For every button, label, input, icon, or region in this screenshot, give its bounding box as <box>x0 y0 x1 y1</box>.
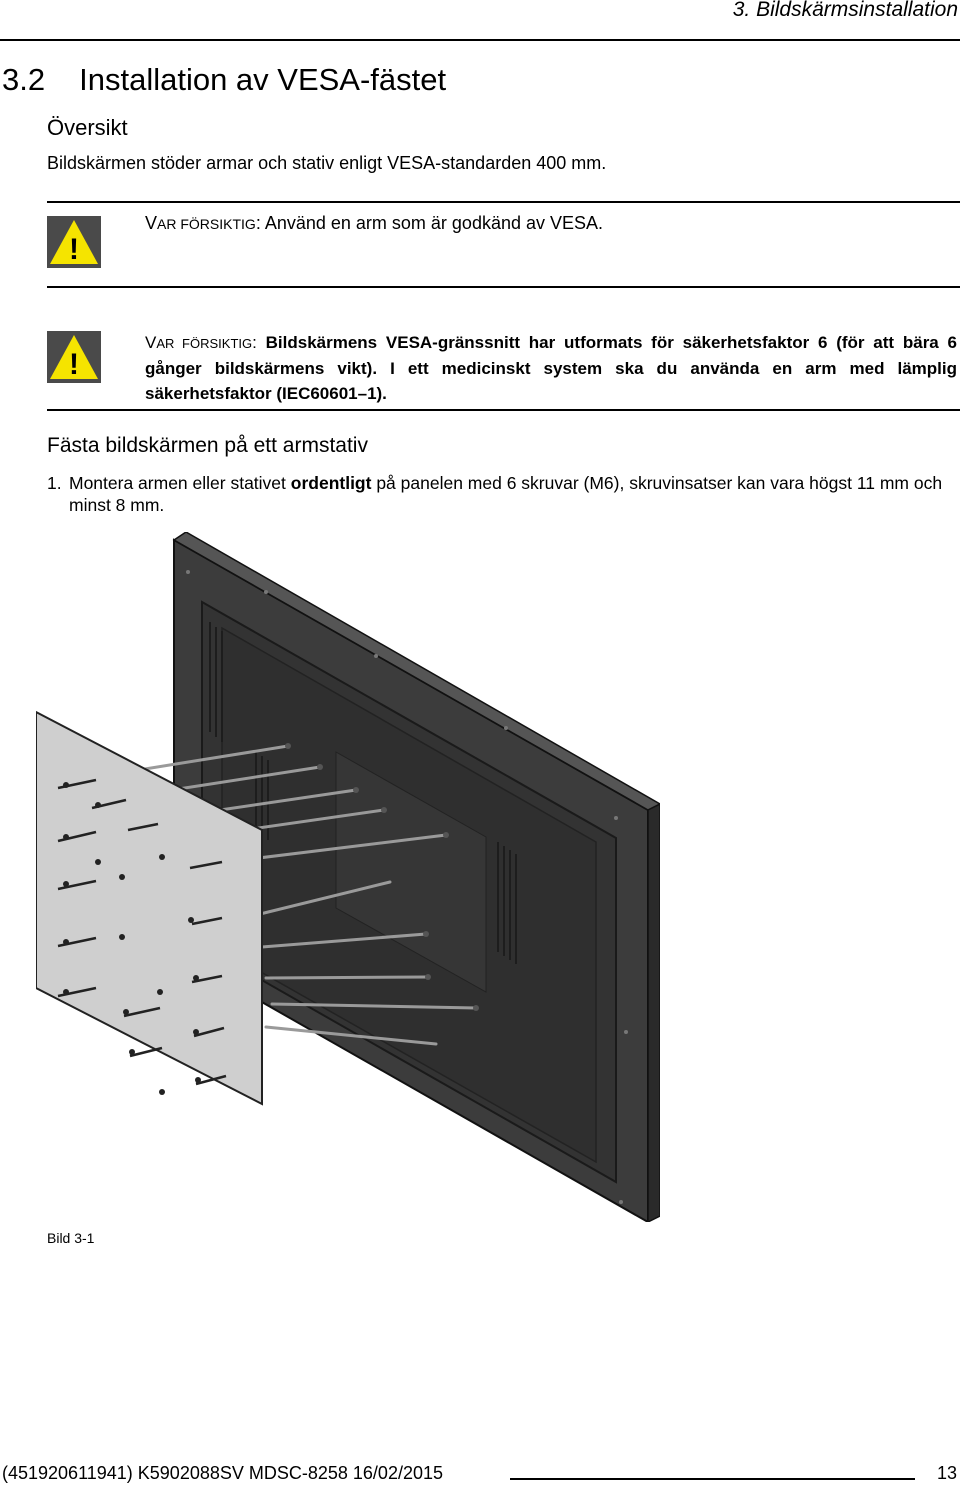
caution2-bottom-rule <box>47 409 960 411</box>
step-1 <box>47 472 959 516</box>
caution2-label: VAR FÖRSIKTIG: <box>145 333 257 352</box>
caution1-top-rule <box>47 201 960 203</box>
section-title-text: Installation av VESA-fästet <box>79 62 447 97</box>
chapter-header: 3. Bildskärmsinstallation <box>732 0 958 21</box>
caution2-body: Bildskärmens VESA-gränssnitt har utformats för säkerhetsfaktor 6 (för att bära 6 gånger bildskärmens vikt). I ett medicinskt system ska du använda en arm med lämplig säkerhetsfaktor (IEC60601–1). <box>145 333 957 403</box>
procedure-heading: Fästa bildskärmen på ett armstativ <box>47 434 368 457</box>
section-number: 3.2 <box>2 62 46 97</box>
step-text: Montera armen eller stativet ordentligt på panelen med 6 skruvar (M6), skruvinsatser kan vara högst 11 mm och minst 8 mm. <box>69 473 943 515</box>
caution1-label: VAR FÖRSIKTIG: <box>145 213 261 233</box>
footer-rule <box>510 1478 915 1480</box>
warning-icon <box>47 216 101 268</box>
overview-text: Bildskärmen stöder armar och stativ enligt VESA-standarden 400 mm. <box>47 153 607 173</box>
header-rule <box>0 39 960 41</box>
svg-text:!: ! <box>69 233 79 266</box>
figure-caption: Bild 3-1 <box>47 1230 95 1246</box>
caution2-text <box>145 330 957 406</box>
overview-heading: Översikt <box>47 115 128 140</box>
page-number: 13 <box>936 1463 957 1483</box>
caution2-top-rule <box>47 286 960 288</box>
svg-text:!: ! <box>69 348 79 381</box>
caution1-body: Använd en arm som är godkänd av VESA. <box>260 213 604 233</box>
section-title <box>2 62 446 98</box>
step-number: 1. <box>47 473 62 493</box>
warning-icon <box>47 331 101 383</box>
caution1-text <box>145 213 603 234</box>
vesa-mount-illustration <box>36 532 660 1222</box>
footer-doc-id: (451920611941) K5902088SV MDSC-8258 16/02/2015 <box>2 1463 443 1483</box>
